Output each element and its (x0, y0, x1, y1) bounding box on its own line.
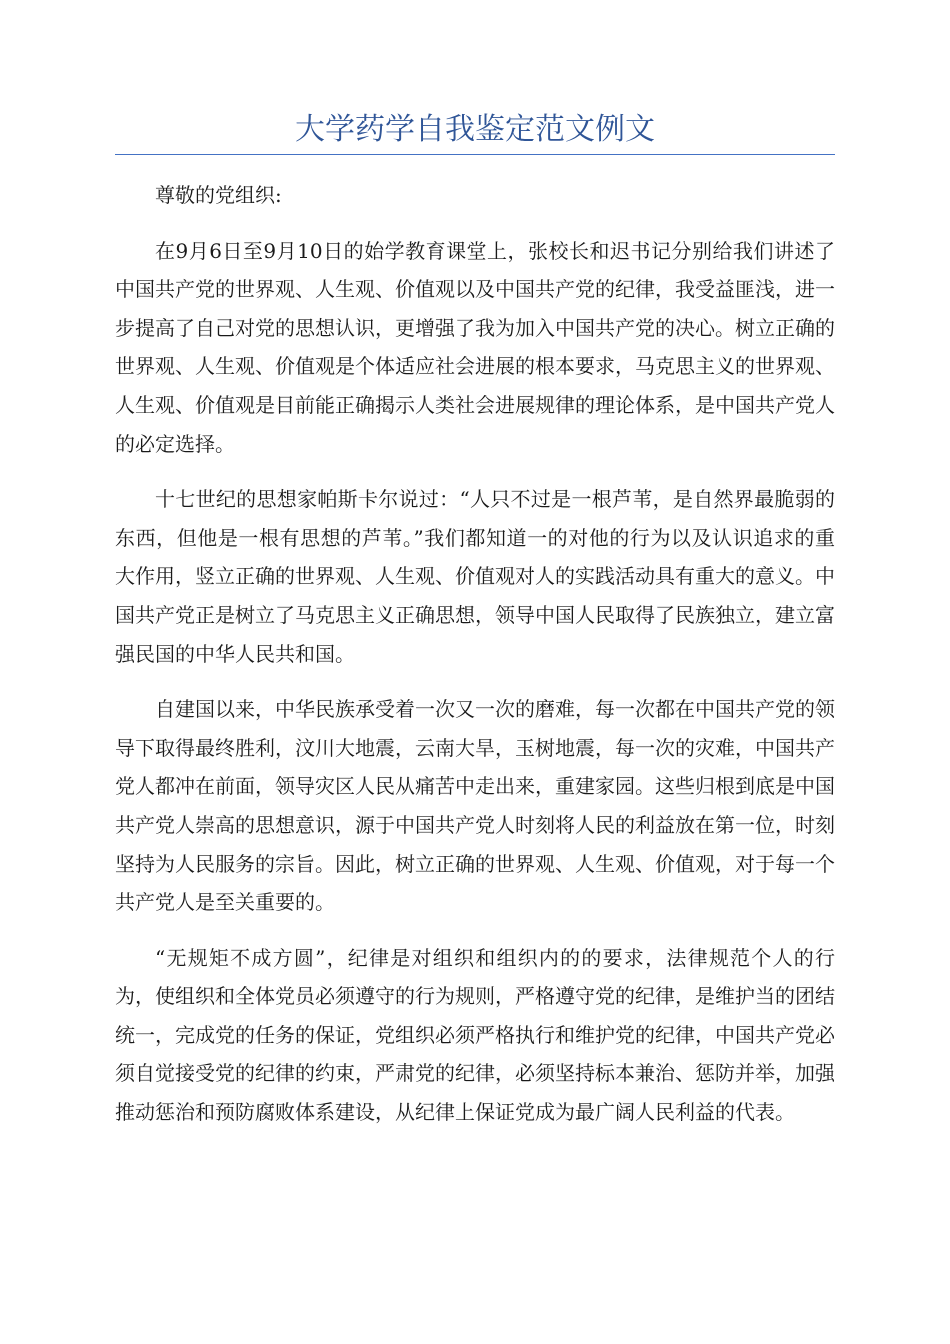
salutation: 尊敬的党组织: (155, 183, 282, 207)
body-paragraph-3: 自建国以来，中华民族承受着一次又一次的磨难，每一次都在中国共产党的领导下取得最终胜利，汶川大地震，云南大旱，玉树地震，每一次的灾难，中国共产党人都冲在前面，领导灾区人民从痛苦中走出来，重建家园。这些归根到底是中国共产党人崇高的思想意识，源于中国共产党人时刻将人民的利益放在第一位，时刻坚持为人民服务的宗旨。因此，树立正确的世界观、人生观、价值观，对于每一个共产党人是至关重要的。 (115, 697, 835, 915)
body-paragraph-4: “无规矩不成方圆”，纪律是对组织和组织内的的要求，法律规范个人的行为，使组织和全体党员必须遵守的行为规则，严格遵守党的纪律，是维护当的团结统一，完成党的任务的保证，党组织必须严格执行和维护党的纪律，中国共产党必须自觉接受党的纪律的约束，严肃党的纪律，必须坚持标本兼治、惩防并举，加强推动惩治和预防腐败体系建设，从纪律上保证党成为最广阔人民利益的代表。 (115, 945, 835, 1125)
document-title: 大学药学自我鉴定范文例文 (295, 112, 655, 147)
body-paragraph-1: 在9月6日至9月10日的始学教育课堂上，张校长和迟书记分别给我们讲述了中国共产党的世界观、人生观、价值观以及中国共产党的纪律，我受益匪浅，进一步提高了自己对党的思想认识，更增强了我为加入中国共产党的决心。树立正确的世界观、人生观、价值观是个体适应社会进展的根本要求，马克思主义的世界观、人生观、价值观是目前能正确揭示人类社会进展规律的理论体系，是中国共产党人的必定选择。 (115, 238, 835, 456)
document-body (115, 176, 835, 1149)
title-underline (115, 154, 835, 155)
body-paragraph-2: 十七世纪的思想家帕斯卡尔说过：“人只不过是一根芦苇，是自然界最脆弱的东西，但他是一根有思想的芦苇。”我们都知道一的对他的行为以及认识追求的重大作用，竖立正确的世界观、人生观、价值观对人的实践活动具有重大的意义。中国共产党正是树立了马克思主义正确思想，领导中国人民取得了民族独立，建立富强民国的中华人民共和国。 (115, 487, 835, 666)
